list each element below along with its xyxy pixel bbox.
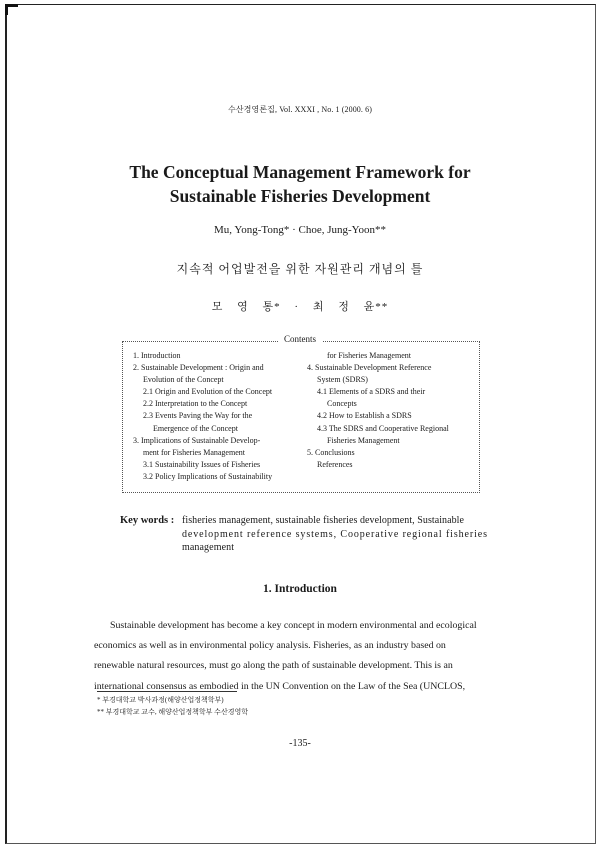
toc-item: 2.2 Interpretation to the Concept (143, 399, 248, 409)
body-line: economics as well as in environmental policy analysis. Fisheries, as an industry based on (94, 640, 446, 652)
body-paragraph (94, 616, 506, 697)
toc-item: 3.1 Sustainability Issues of Fisheries (143, 459, 261, 469)
toc-item: 4.2 How to Establish a SDRS (317, 411, 412, 421)
journal-header: 수산경영론집, Vol. XXXI , No. 1 (2000. 6) (228, 105, 372, 114)
korean-title: 지속적 어업발전을 위한 자원관리 개념의 틀 (176, 262, 424, 276)
keywords-line: fisheries management, sustainable fisheries development, Sustainable (182, 515, 464, 526)
keywords-line: management (182, 542, 235, 553)
footnote-rule (97, 691, 237, 692)
toc-item: 2.1 Origin and Evolution of the Concept (143, 387, 273, 397)
toc-item: 4. Sustainable Development Reference (307, 363, 432, 373)
toc-item: ment for Fisheries Management (143, 447, 245, 457)
toc-item: References (317, 459, 353, 469)
toc-item: Fisheries Management (327, 435, 400, 445)
keywords-label: Key words : (120, 515, 175, 526)
page-number: -135- (289, 738, 311, 749)
section-heading: 1. Introduction (263, 583, 337, 595)
paper-title-line-1: The Conceptual Management Framework for (129, 162, 471, 182)
footnote-1: * 부경대학교 박사과정(해양산업정책학부) (97, 696, 224, 704)
paper-title-line-2: Sustainable Fisheries Development (169, 186, 431, 206)
toc-item: 4.3 The SDRS and Cooperative Regional (317, 423, 449, 433)
keywords-text (182, 514, 492, 555)
toc-right-column (307, 350, 472, 471)
korean-author-names: 모 영 통* · 최 정 윤** (211, 301, 389, 313)
toc-item: Concepts (327, 399, 357, 409)
toc-left-column (133, 350, 301, 483)
keywords-line: development reference systems, Cooperative regional fisheries (182, 528, 488, 540)
scan-corner-mark (5, 4, 18, 15)
toc-item: for Fisheries Management (327, 351, 411, 360)
author-names: Mu, Yong-Tong* · Choe, Jung-Yoon** (214, 224, 386, 236)
toc-item: 3.2 Policy Implications of Sustainability (143, 471, 273, 481)
toc-item: 5. Conclusions (307, 447, 355, 457)
footnote-2: ** 부경대학교 교수, 해양산업정책학부 수산경영학 (97, 708, 248, 716)
toc-item: Emergence of the Concept (153, 423, 238, 433)
toc-item: 3. Implications of Sustainable Develop- (133, 435, 261, 445)
toc-item: 4.1 Elements of a SDRS and their (317, 387, 426, 397)
contents-heading (0, 334, 600, 344)
toc-item: Evolution of the Concept (143, 375, 224, 385)
contents-heading-text: Contents (278, 334, 322, 344)
body-line: Sustainable development has become a key concept in modern environmental and ecological (110, 620, 477, 631)
toc-item: 2.3 Events Paving the Way for the (143, 411, 253, 421)
body-line: international consensus as embodied in the UN Convention on the Law of the Sea (UNCLOS, (94, 680, 466, 692)
paper-title (0, 160, 600, 208)
body-line: renewable natural resources, must go along the path of sustainable development. This is an (94, 660, 453, 672)
toc-item: 2. Sustainable Development : Origin and (133, 363, 264, 373)
toc-item: System (SDRS) (317, 375, 368, 385)
toc-item: 1. Introduction (133, 351, 181, 360)
